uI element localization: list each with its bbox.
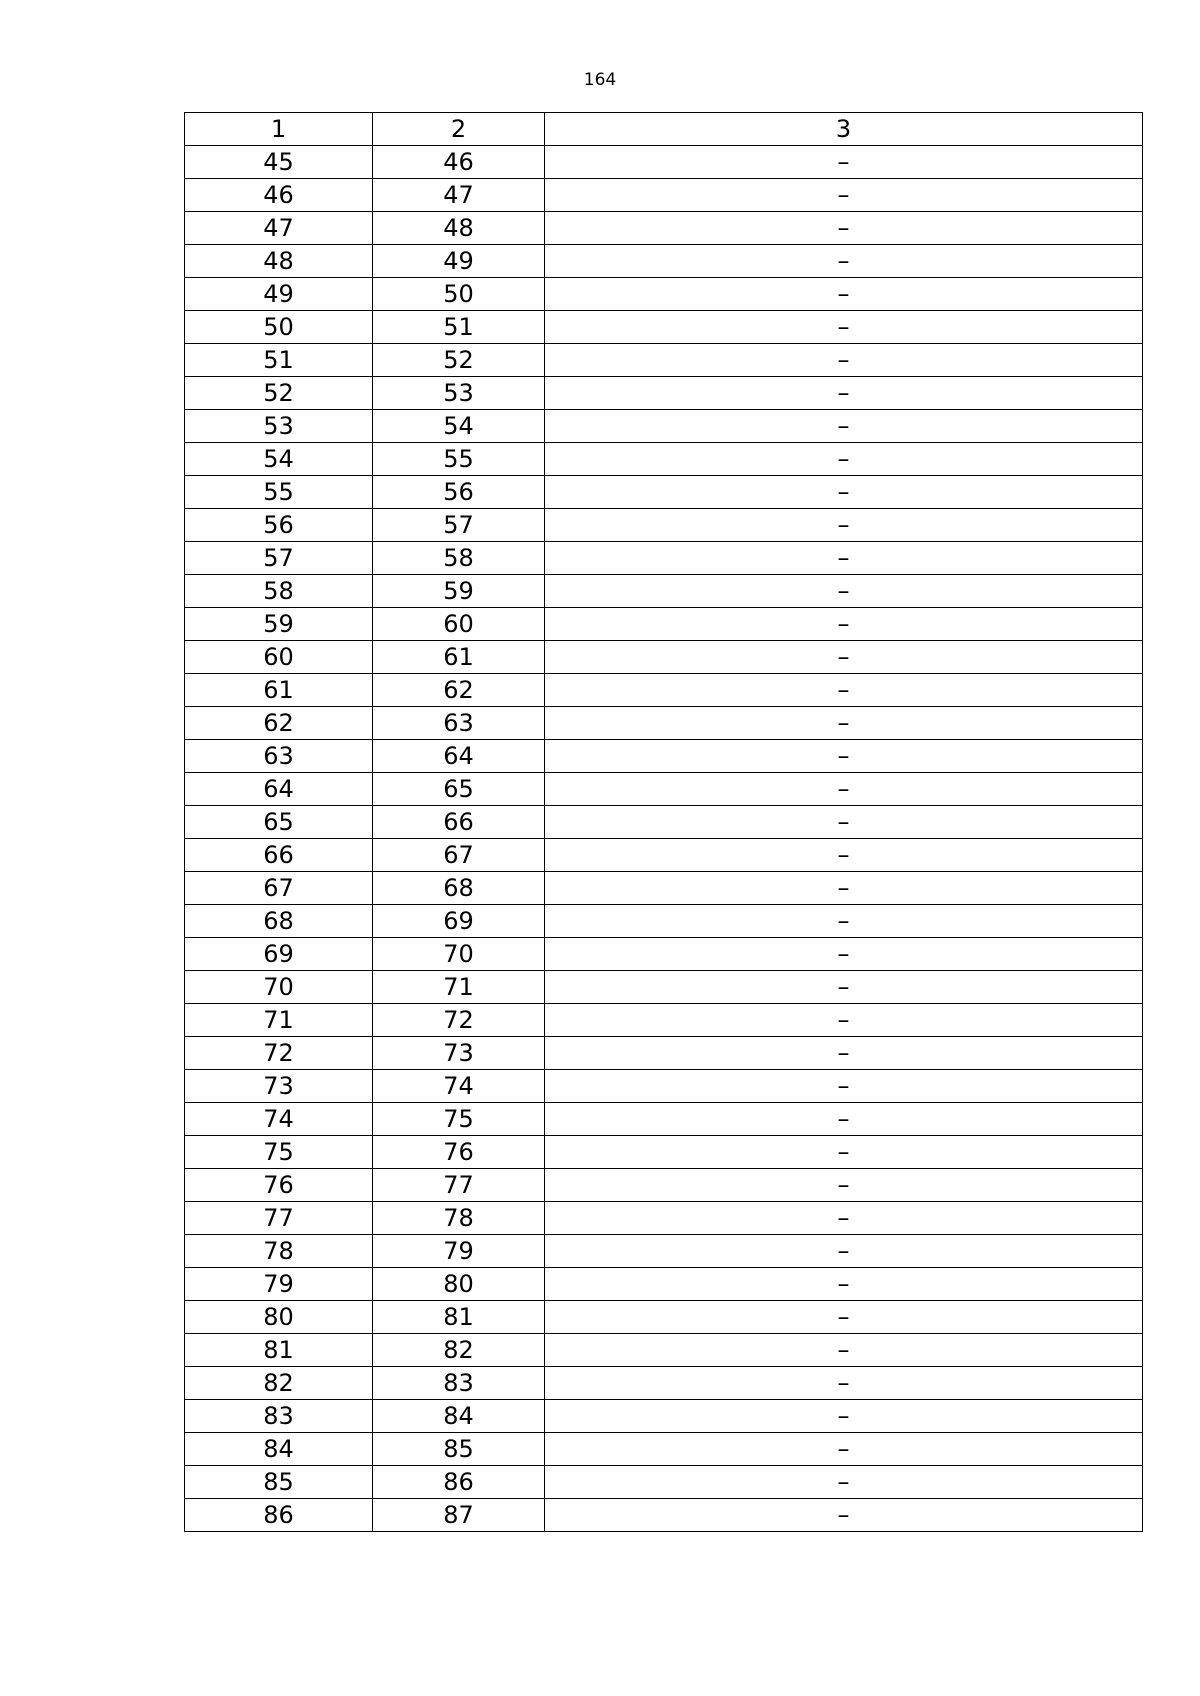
- table-cell-col-1: 49: [185, 278, 373, 311]
- table-cell-col-2: 63: [373, 707, 545, 740]
- table-cell-col-2: 86: [373, 1466, 545, 1499]
- table-cell-col-3: –: [545, 278, 1143, 311]
- table-cell-col-1: 86: [185, 1499, 373, 1532]
- column-header-2: 2: [373, 113, 545, 146]
- data-table-container: [184, 112, 1142, 1532]
- table-cell-col-1: 70: [185, 971, 373, 1004]
- table-cell-col-2: 80: [373, 1268, 545, 1301]
- table-cell-col-2: 73: [373, 1037, 545, 1070]
- table-cell-col-3: –: [545, 1202, 1143, 1235]
- table-cell-col-1: 75: [185, 1136, 373, 1169]
- table-row: [185, 1136, 1143, 1169]
- table-cell-col-2: 48: [373, 212, 545, 245]
- table-cell-col-2: 82: [373, 1334, 545, 1367]
- table-row: [185, 443, 1143, 476]
- table-cell-col-2: 79: [373, 1235, 545, 1268]
- table-cell-col-2: 70: [373, 938, 545, 971]
- table-cell-col-2: 75: [373, 1103, 545, 1136]
- table-cell-col-3: –: [545, 443, 1143, 476]
- table-cell-col-2: 67: [373, 839, 545, 872]
- table-cell-col-2: 58: [373, 542, 545, 575]
- table-cell-col-1: 71: [185, 1004, 373, 1037]
- table-row: [185, 740, 1143, 773]
- table-cell-col-1: 47: [185, 212, 373, 245]
- table-cell-col-2: 87: [373, 1499, 545, 1532]
- table-row: [185, 179, 1143, 212]
- table-header: [185, 113, 1143, 146]
- page-number: 164: [583, 70, 617, 90]
- table-cell-col-2: 54: [373, 410, 545, 443]
- table-cell-col-1: 72: [185, 1037, 373, 1070]
- table-cell-col-2: 76: [373, 1136, 545, 1169]
- table-cell-col-3: –: [545, 1169, 1143, 1202]
- table-cell-col-3: –: [545, 641, 1143, 674]
- table-cell-col-1: 45: [185, 146, 373, 179]
- table-row: [185, 1004, 1143, 1037]
- table-cell-col-2: 59: [373, 575, 545, 608]
- table-cell-col-1: 84: [185, 1433, 373, 1466]
- table-cell-col-3: –: [545, 1037, 1143, 1070]
- table-row: [185, 674, 1143, 707]
- table-cell-col-3: –: [545, 905, 1143, 938]
- table-cell-col-2: 57: [373, 509, 545, 542]
- table-row: [185, 1367, 1143, 1400]
- table-cell-col-3: –: [545, 1070, 1143, 1103]
- table-cell-col-2: 74: [373, 1070, 545, 1103]
- table-cell-col-1: 65: [185, 806, 373, 839]
- table-cell-col-1: 83: [185, 1400, 373, 1433]
- table-cell-col-3: –: [545, 542, 1143, 575]
- table-row: [185, 278, 1143, 311]
- table-row: [185, 377, 1143, 410]
- table-row: [185, 542, 1143, 575]
- table-cell-col-1: 59: [185, 608, 373, 641]
- table-cell-col-2: 62: [373, 674, 545, 707]
- table-cell-col-3: –: [545, 212, 1143, 245]
- table-cell-col-3: –: [545, 1400, 1143, 1433]
- table-cell-col-2: 66: [373, 806, 545, 839]
- table-cell-col-1: 81: [185, 1334, 373, 1367]
- table-cell-col-3: –: [545, 1136, 1143, 1169]
- table-cell-col-1: 69: [185, 938, 373, 971]
- table-cell-col-2: 50: [373, 278, 545, 311]
- table-cell-col-3: –: [545, 1301, 1143, 1334]
- table-cell-col-2: 81: [373, 1301, 545, 1334]
- table-cell-col-3: –: [545, 674, 1143, 707]
- table-cell-col-3: –: [545, 1103, 1143, 1136]
- table-cell-col-2: 84: [373, 1400, 545, 1433]
- table-row: [185, 311, 1143, 344]
- table-cell-col-2: 83: [373, 1367, 545, 1400]
- table-cell-col-3: –: [545, 1268, 1143, 1301]
- table-row: [185, 245, 1143, 278]
- table-cell-col-1: 60: [185, 641, 373, 674]
- table-cell-col-1: 58: [185, 575, 373, 608]
- table-row: [185, 773, 1143, 806]
- table-cell-col-3: –: [545, 1004, 1143, 1037]
- table-cell-col-1: 64: [185, 773, 373, 806]
- table-row: [185, 1301, 1143, 1334]
- table-cell-col-3: –: [545, 1433, 1143, 1466]
- table-cell-col-3: –: [545, 1466, 1143, 1499]
- table-cell-col-3: –: [545, 1499, 1143, 1532]
- table-cell-col-1: 52: [185, 377, 373, 410]
- table-row: [185, 1070, 1143, 1103]
- table-cell-col-1: 85: [185, 1466, 373, 1499]
- table-cell-col-3: –: [545, 377, 1143, 410]
- table-cell-col-3: –: [545, 773, 1143, 806]
- table-cell-col-2: 69: [373, 905, 545, 938]
- table-cell-col-1: 67: [185, 872, 373, 905]
- table-row: [185, 1433, 1143, 1466]
- table-row: [185, 938, 1143, 971]
- table-cell-col-1: 61: [185, 674, 373, 707]
- table-cell-col-3: –: [545, 872, 1143, 905]
- column-header-1: 1: [185, 113, 373, 146]
- table-row: [185, 1169, 1143, 1202]
- table-row: [185, 806, 1143, 839]
- table-cell-col-3: –: [545, 608, 1143, 641]
- table-row: [185, 509, 1143, 542]
- table-row: [185, 608, 1143, 641]
- table-cell-col-1: 57: [185, 542, 373, 575]
- table-cell-col-1: 53: [185, 410, 373, 443]
- table-cell-col-3: –: [545, 509, 1143, 542]
- table-row: [185, 146, 1143, 179]
- table-row: [185, 1334, 1143, 1367]
- table-row: [185, 905, 1143, 938]
- table-cell-col-1: 78: [185, 1235, 373, 1268]
- table-row: [185, 707, 1143, 740]
- table-cell-col-2: 49: [373, 245, 545, 278]
- table-cell-col-1: 56: [185, 509, 373, 542]
- table-cell-col-1: 80: [185, 1301, 373, 1334]
- table-cell-col-3: –: [545, 179, 1143, 212]
- table-cell-col-3: –: [545, 740, 1143, 773]
- table-row: [185, 1037, 1143, 1070]
- table-cell-col-1: 76: [185, 1169, 373, 1202]
- table-row: [185, 971, 1143, 1004]
- table-cell-col-2: 61: [373, 641, 545, 674]
- table-cell-col-2: 46: [373, 146, 545, 179]
- table-row: [185, 1103, 1143, 1136]
- table-cell-col-2: 77: [373, 1169, 545, 1202]
- table-cell-col-1: 66: [185, 839, 373, 872]
- table-header-row: [185, 113, 1143, 146]
- table-row: [185, 641, 1143, 674]
- table-cell-col-3: –: [545, 146, 1143, 179]
- table-cell-col-2: 78: [373, 1202, 545, 1235]
- table-row: [185, 476, 1143, 509]
- table-row: [185, 212, 1143, 245]
- table-cell-col-2: 51: [373, 311, 545, 344]
- table-cell-col-1: 77: [185, 1202, 373, 1235]
- table-cell-col-3: –: [545, 1367, 1143, 1400]
- table-cell-col-2: 55: [373, 443, 545, 476]
- table-cell-col-1: 50: [185, 311, 373, 344]
- table-row: [185, 575, 1143, 608]
- table-cell-col-1: 63: [185, 740, 373, 773]
- table-cell-col-2: 64: [373, 740, 545, 773]
- table-row: [185, 1235, 1143, 1268]
- table-cell-col-2: 71: [373, 971, 545, 1004]
- table-row: [185, 1466, 1143, 1499]
- table-cell-col-3: –: [545, 410, 1143, 443]
- table-cell-col-1: 79: [185, 1268, 373, 1301]
- table-cell-col-1: 62: [185, 707, 373, 740]
- table-row: [185, 1202, 1143, 1235]
- table-row: [185, 872, 1143, 905]
- table-cell-col-2: 68: [373, 872, 545, 905]
- table-cell-col-3: –: [545, 938, 1143, 971]
- table-cell-col-2: 52: [373, 344, 545, 377]
- table-cell-col-3: –: [545, 971, 1143, 1004]
- table-row: [185, 839, 1143, 872]
- table-cell-col-2: 53: [373, 377, 545, 410]
- table-cell-col-2: 65: [373, 773, 545, 806]
- table-cell-col-3: –: [545, 344, 1143, 377]
- table-row: [185, 1400, 1143, 1433]
- table-cell-col-3: –: [545, 707, 1143, 740]
- table-cell-col-2: 60: [373, 608, 545, 641]
- table-body: [185, 146, 1143, 1532]
- table-row: [185, 410, 1143, 443]
- table-cell-col-2: 47: [373, 179, 545, 212]
- table-cell-col-3: –: [545, 1334, 1143, 1367]
- table-cell-col-3: –: [545, 245, 1143, 278]
- table-cell-col-3: –: [545, 1235, 1143, 1268]
- data-table: [184, 112, 1143, 1532]
- table-cell-col-3: –: [545, 839, 1143, 872]
- table-row: [185, 1499, 1143, 1532]
- table-cell-col-2: 56: [373, 476, 545, 509]
- table-cell-col-1: 55: [185, 476, 373, 509]
- table-cell-col-1: 68: [185, 905, 373, 938]
- table-cell-col-1: 82: [185, 1367, 373, 1400]
- table-cell-col-1: 74: [185, 1103, 373, 1136]
- table-cell-col-1: 73: [185, 1070, 373, 1103]
- table-cell-col-1: 46: [185, 179, 373, 212]
- column-header-3: 3: [545, 113, 1143, 146]
- table-cell-col-3: –: [545, 806, 1143, 839]
- table-cell-col-3: –: [545, 311, 1143, 344]
- table-cell-col-2: 85: [373, 1433, 545, 1466]
- table-cell-col-3: –: [545, 575, 1143, 608]
- table-cell-col-3: –: [545, 476, 1143, 509]
- table-cell-col-1: 51: [185, 344, 373, 377]
- table-cell-col-1: 48: [185, 245, 373, 278]
- table-row: [185, 1268, 1143, 1301]
- table-row: [185, 344, 1143, 377]
- table-cell-col-1: 54: [185, 443, 373, 476]
- table-cell-col-2: 72: [373, 1004, 545, 1037]
